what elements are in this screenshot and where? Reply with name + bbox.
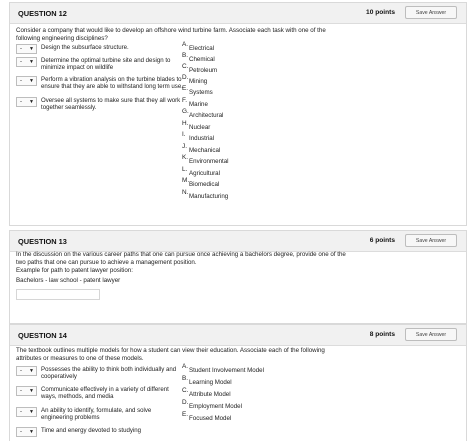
option-text: Learning Model: [189, 379, 232, 386]
option-text: Electrical: [189, 45, 215, 52]
option-text: Employment Model: [189, 403, 242, 410]
option-letter: A.: [182, 363, 189, 370]
attribute-line: cooperatively: [41, 373, 77, 380]
option-text: Mining: [189, 78, 208, 85]
select-value: -: [20, 429, 22, 435]
match-select[interactable]: [16, 407, 37, 417]
task-line: together seamlessly.: [41, 104, 97, 111]
option-text: Industrial: [189, 135, 215, 142]
option-letter: C.: [182, 63, 189, 70]
option-text: Mechanical: [189, 147, 221, 154]
option-letter: I.: [182, 131, 186, 138]
question-12-panel: [9, 2, 467, 226]
question-header: [10, 325, 466, 346]
option-letter: B.: [182, 52, 189, 59]
points-label: 6 points: [369, 237, 395, 244]
match-row: [16, 386, 191, 402]
select-value: -: [20, 78, 22, 84]
task-text: [41, 57, 170, 71]
match-row: [16, 76, 191, 92]
attribute-line: An ability to identify, formulate, and solve: [41, 407, 152, 414]
select-value: -: [20, 388, 22, 394]
dropdown-caret-icon: ▼: [29, 368, 34, 374]
option-letter: H.: [182, 120, 189, 127]
dropdown-caret-icon: ▼: [29, 78, 34, 84]
select-value: -: [20, 46, 22, 52]
option-text: Systems: [189, 89, 213, 96]
match-select[interactable]: [16, 97, 37, 107]
example-value: Bachelors - law school - patent lawyer: [16, 277, 121, 284]
option-letter: M.: [182, 177, 190, 184]
match-row: [16, 366, 191, 382]
attribute-line: Communicate effectively in a variety of different: [41, 386, 169, 393]
option-text: Agricultural: [189, 170, 220, 177]
option-letter: F.: [182, 97, 187, 104]
attribute-line: engineering problems: [41, 414, 100, 421]
answer-input[interactable]: [16, 289, 100, 300]
prompt-line: Consider a company that would like to develop an offshore wind turbine farm. Associate each task with one of the: [16, 27, 326, 34]
dropdown-caret-icon: ▼: [29, 46, 34, 52]
prompt-line: attributes or measures to one of these models.: [16, 355, 144, 362]
save-answer-button[interactable]: Save Answer: [405, 328, 457, 341]
match-select[interactable]: [16, 57, 37, 67]
question-prompt: [16, 251, 346, 285]
option-text: Architectural: [189, 112, 224, 119]
match-select[interactable]: [16, 386, 37, 396]
attribute-text: [41, 366, 176, 380]
option-letter: C.: [182, 387, 189, 394]
option-letter: B.: [182, 375, 189, 382]
task-line: Perform a vibration analysis on the turbine blades to: [41, 76, 182, 83]
dropdown-caret-icon: ▼: [29, 429, 34, 435]
attribute-line: Possesses the ability to think both individually and: [41, 366, 177, 373]
match-select[interactable]: [16, 366, 37, 376]
match-row: [16, 97, 191, 113]
save-answer-button[interactable]: Save Answer: [405, 234, 457, 247]
option-letter: N.: [182, 189, 189, 196]
option-text: Chemical: [189, 56, 215, 63]
prompt-line: The textbook outlines multiple models for how a student can view their education. Associate each of the following: [16, 347, 325, 354]
option-text: Marine: [189, 101, 208, 108]
option-text: Biomedical: [189, 181, 220, 188]
points-label: 8 points: [369, 331, 395, 338]
attribute-text: [41, 407, 151, 421]
match-select[interactable]: [16, 44, 37, 54]
question-prompt: [16, 347, 325, 363]
match-select[interactable]: [16, 76, 37, 86]
dropdown-caret-icon: ▼: [29, 99, 34, 105]
example-label: Example for path to patent lawyer position:: [16, 267, 133, 274]
task-line: Determine the optimal turbine site and design to: [41, 57, 171, 64]
option-letter: G.: [182, 108, 189, 115]
save-answer-button[interactable]: Save Answer: [405, 6, 457, 19]
question-14-panel: [9, 324, 467, 441]
question-header: [10, 3, 466, 24]
prompt-line: In the discussion on the various career paths that one can pursue once achieving a bachelors degree, provide one of the: [16, 251, 346, 258]
task-text: [41, 76, 183, 90]
attribute-line: Time and energy devoted to studying: [41, 427, 142, 434]
option-text: Petroleum: [189, 67, 218, 74]
select-value: -: [20, 99, 22, 105]
option-text: Student Involvement Model: [189, 367, 264, 374]
option-text: Focused Model: [189, 415, 232, 422]
points-label: 10 points: [366, 9, 395, 16]
question-prompt: [16, 27, 326, 43]
option-letter: A.: [182, 41, 189, 48]
question-13-panel: [9, 230, 467, 324]
attribute-text: [41, 386, 169, 400]
task-line: minimize impact on wildlife: [41, 64, 114, 71]
question-title: QUESTION 14: [18, 331, 67, 340]
question-title: QUESTION 12: [18, 9, 67, 18]
select-value: -: [20, 59, 22, 65]
option-text: Environmental: [189, 158, 229, 165]
match-row: [16, 57, 191, 73]
task-line: ensure that they are able to withstand long term use.: [41, 83, 183, 90]
option-letter: K.: [182, 154, 189, 161]
select-value: -: [20, 368, 22, 374]
match-row: [16, 407, 191, 423]
question-header: [10, 231, 466, 252]
task-text: [41, 44, 129, 51]
attribute-text: [41, 427, 141, 434]
task-text: [41, 97, 180, 111]
dropdown-caret-icon: ▼: [29, 409, 34, 415]
option-letter: L.: [182, 166, 188, 173]
option-text: Nuclear: [189, 124, 211, 131]
option-letter: E.: [182, 411, 189, 418]
option-letter: D.: [182, 74, 189, 81]
prompt-line: two paths that one can pursue to achieve a management position.: [16, 259, 197, 266]
attribute-line: ways, methods, and media: [41, 393, 114, 400]
prompt-line: following engineering disciplines?: [16, 35, 108, 42]
select-value: -: [20, 409, 22, 415]
match-select[interactable]: [16, 427, 37, 437]
dropdown-caret-icon: ▼: [29, 388, 34, 394]
option-text: Attribute Model: [189, 391, 231, 398]
task-line: Design the subsurface structure.: [41, 44, 129, 51]
task-line: Oversee all systems to make sure that they all work: [41, 97, 181, 104]
option-letter: E.: [182, 85, 189, 92]
option-letter: D.: [182, 399, 189, 406]
dropdown-caret-icon: ▼: [29, 59, 34, 65]
option-text: Manufacturing: [189, 193, 229, 200]
question-title: QUESTION 13: [18, 237, 67, 246]
option-letter: J.: [182, 143, 187, 150]
